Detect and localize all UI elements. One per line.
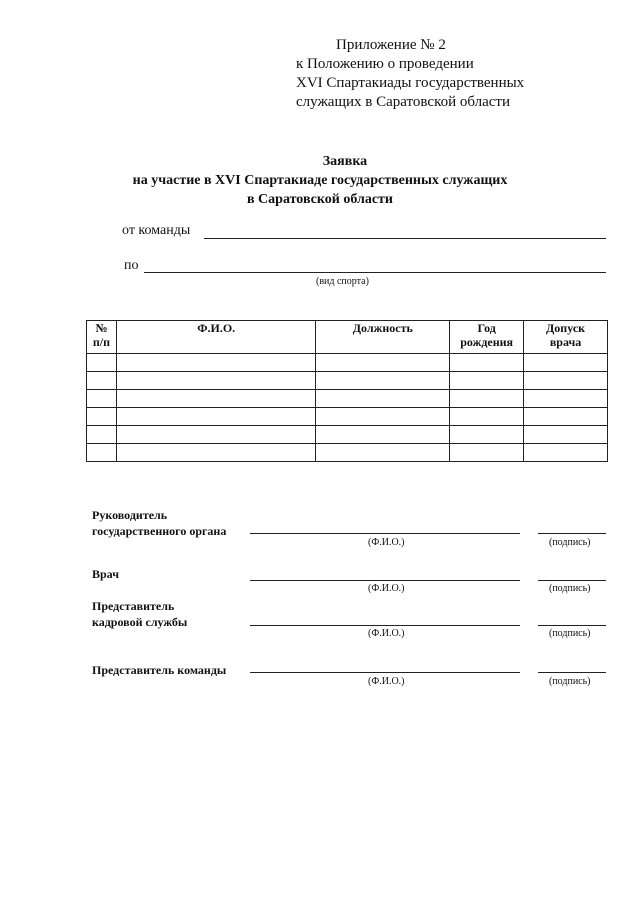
team-rep-fio-line[interactable]	[250, 672, 520, 673]
table-cell[interactable]	[116, 372, 315, 390]
title-line-3: в Саратовской области	[247, 192, 393, 207]
table-cell[interactable]	[87, 408, 117, 426]
table-cell[interactable]	[450, 372, 524, 390]
table-row	[87, 408, 608, 426]
table-cell[interactable]	[450, 390, 524, 408]
table-cell[interactable]	[524, 408, 608, 426]
table-cell[interactable]	[116, 444, 315, 462]
table-row	[87, 426, 608, 444]
table-row	[87, 372, 608, 390]
doctor-signature-line[interactable]	[538, 580, 606, 581]
table-cell[interactable]	[87, 444, 117, 462]
table-cell[interactable]	[450, 444, 524, 462]
table-cell[interactable]	[116, 390, 315, 408]
head-fio-line[interactable]	[250, 533, 520, 534]
signature-label-head: Руководитель государственного органа	[92, 508, 227, 538]
column-header-fio: Ф.И.О.	[116, 321, 315, 354]
team-label: от команды	[122, 223, 191, 238]
head-fio-hint: (Ф.И.О.)	[368, 537, 405, 548]
appendix-reference	[296, 36, 524, 112]
sport-input-line[interactable]	[144, 272, 606, 273]
column-header-birth-year: Год рождения	[450, 321, 524, 354]
hr-fio-line[interactable]	[250, 625, 520, 626]
table-row	[87, 354, 608, 372]
hr-fio-hint: (Ф.И.О.)	[368, 628, 405, 639]
table-cell[interactable]	[116, 354, 315, 372]
doctor-fio-line[interactable]	[250, 580, 520, 581]
column-header-position: Должность	[316, 321, 450, 354]
signature-label-hr: Представитель кадровой службы	[92, 599, 188, 629]
table-cell[interactable]	[316, 444, 450, 462]
appendix-line-1: Приложение № 2	[336, 37, 446, 53]
hr-signature-hint: (подпись)	[549, 628, 591, 639]
team-rep-fio-hint: (Ф.И.О.)	[368, 676, 405, 687]
table-header-row	[87, 321, 608, 354]
table-cell[interactable]	[87, 426, 117, 444]
table-cell[interactable]	[116, 408, 315, 426]
signature-label-doctor: Врач	[92, 567, 119, 581]
table-cell[interactable]	[524, 426, 608, 444]
sport-hint: (вид спорта)	[316, 276, 369, 287]
table-cell[interactable]	[450, 426, 524, 444]
table-cell[interactable]	[524, 390, 608, 408]
column-header-number: № п/п	[87, 321, 117, 354]
team-input-line[interactable]	[204, 238, 606, 239]
appendix-line-3: XVI Спартакиады государственных	[296, 75, 525, 91]
table-cell[interactable]	[316, 372, 450, 390]
doctor-fio-hint: (Ф.И.О.)	[368, 583, 405, 594]
sport-label: по	[124, 258, 139, 273]
head-signature-hint: (подпись)	[549, 537, 591, 548]
signature-label-team: Представитель команды	[92, 663, 227, 677]
table-cell[interactable]	[524, 372, 608, 390]
head-signature-line[interactable]	[538, 533, 606, 534]
table-cell[interactable]	[524, 354, 608, 372]
table-cell[interactable]	[316, 408, 450, 426]
team-rep-signature-line[interactable]	[538, 672, 606, 673]
column-header-doctor-clearance: Допуск врача	[524, 321, 608, 354]
table-cell[interactable]	[450, 408, 524, 426]
table-cell[interactable]	[316, 390, 450, 408]
team-rep-signature-hint: (подпись)	[549, 676, 591, 687]
document-title	[0, 152, 640, 209]
table-row	[87, 444, 608, 462]
table-cell[interactable]	[524, 444, 608, 462]
table-cell[interactable]	[116, 426, 315, 444]
table-cell[interactable]	[87, 390, 117, 408]
participants-table	[86, 320, 608, 462]
title-line-1: Заявка	[322, 154, 368, 169]
hr-signature-line[interactable]	[538, 625, 606, 626]
table-cell[interactable]	[450, 354, 524, 372]
appendix-line-4: служащих в Саратовской области	[296, 94, 511, 110]
table-cell[interactable]	[316, 426, 450, 444]
doctor-signature-hint: (подпись)	[549, 583, 591, 594]
table-row	[87, 390, 608, 408]
appendix-line-2: к Положению о проведении	[296, 56, 474, 72]
table-cell[interactable]	[87, 354, 117, 372]
table-cell[interactable]	[316, 354, 450, 372]
title-line-2: на участие в XVI Спартакиаде государственных служащих	[132, 173, 508, 188]
table-cell[interactable]	[87, 372, 117, 390]
